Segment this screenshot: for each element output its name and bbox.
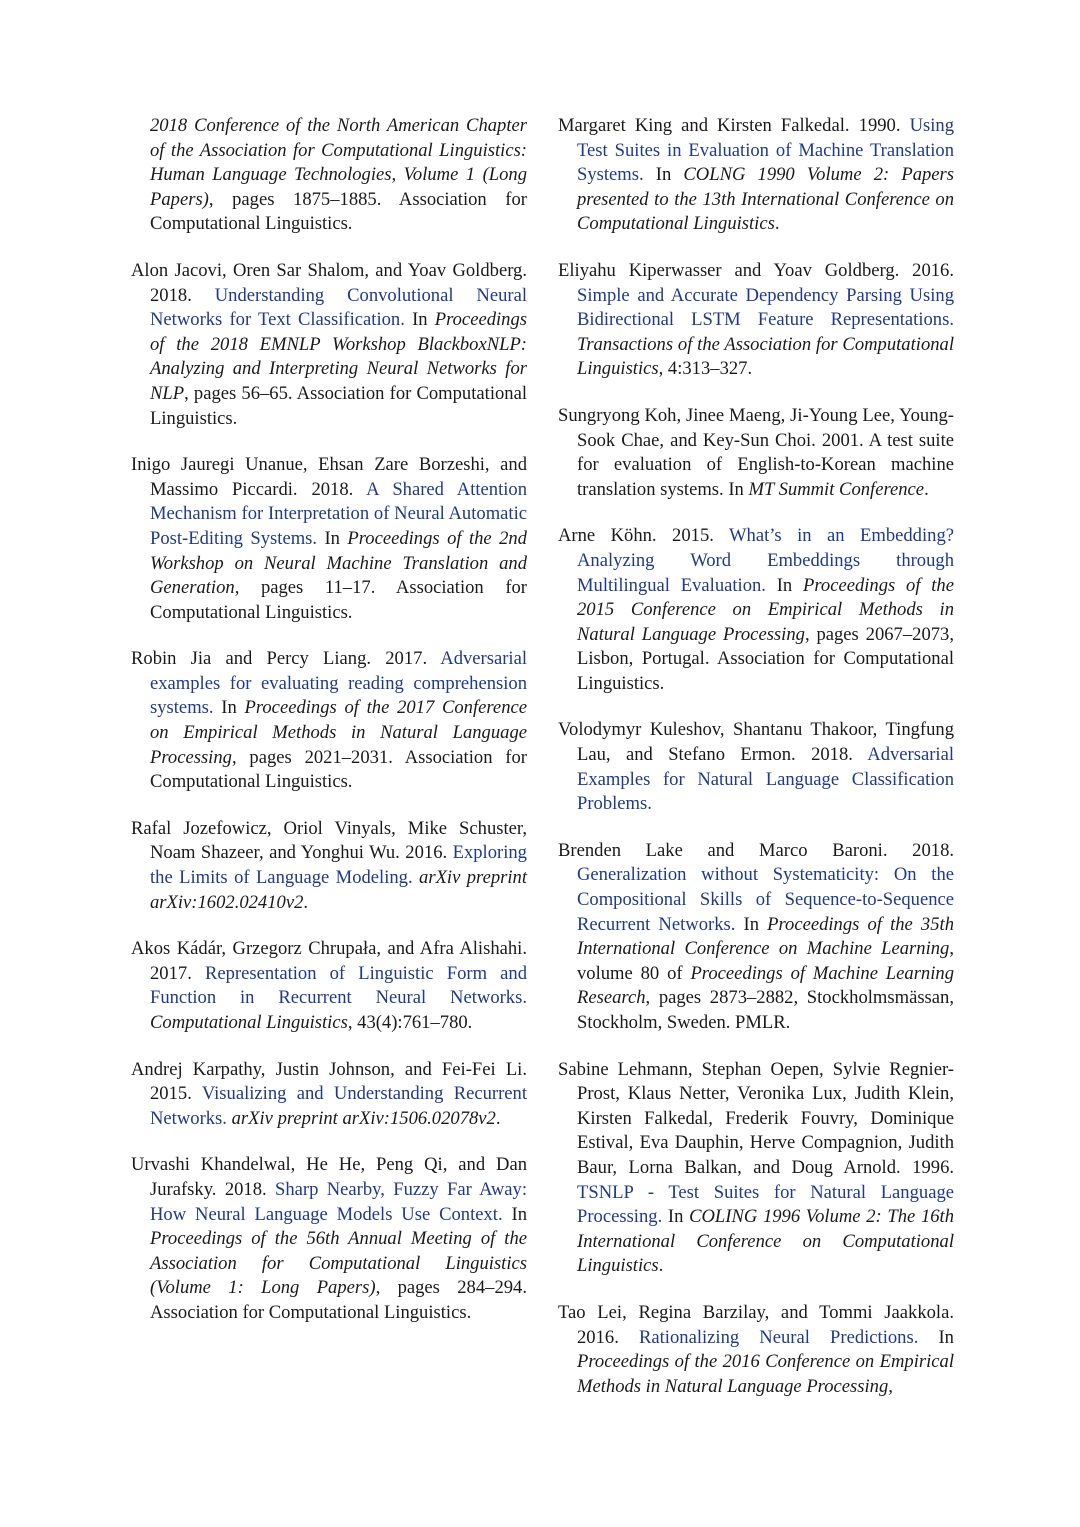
reference-details: , volume 80 of bbox=[577, 938, 954, 984]
reference-authors: Eliyahu Kiperwasser and Yoav Goldberg. bbox=[558, 259, 900, 281]
reference-in: In bbox=[324, 527, 348, 549]
reference-authors: Tao Lei, Regina Barzilay, and Tommi Jaakkola. bbox=[558, 1301, 954, 1323]
reference-authors: Brenden Lake and Marco Baroni. bbox=[558, 839, 888, 861]
reference-title-link[interactable]: TSNLP - Test Suites for Natural Language Processing. bbox=[577, 1181, 954, 1228]
reference-venue: Proceedings of Machine Learning Research bbox=[577, 962, 954, 1009]
reference-title-link[interactable]: Understanding Convolutional Neural Networks for Text Classification. bbox=[150, 284, 527, 331]
reference-entry bbox=[558, 114, 954, 237]
reference-in: In bbox=[743, 913, 768, 935]
reference-entry bbox=[558, 1301, 954, 1399]
reference-year: 2018. bbox=[811, 744, 853, 766]
reference-details: . bbox=[658, 1255, 664, 1277]
reference-details: , pages 2067–2073, Lisbon, Portugal. Association for Computational Linguistics. bbox=[577, 623, 954, 694]
reference-title-link[interactable]: Adversarial Examples for Natural Language Classification Problems. bbox=[577, 744, 955, 815]
reference-in: In bbox=[667, 1206, 690, 1228]
reference-in: In bbox=[655, 164, 684, 186]
reference-authors: Arne Köhn. bbox=[558, 525, 657, 547]
reference-title-link[interactable]: A Shared Attention Mechanism for Interpretation of Neural Automatic Post-Editing Systems. bbox=[150, 478, 528, 549]
reference-in: In bbox=[511, 1203, 527, 1225]
reference-details: . bbox=[495, 1107, 501, 1129]
reference-title-link[interactable]: Exploring the Limits of Language Modeling. bbox=[150, 842, 527, 889]
reference-venue: Proceedings of the 35th International Conference on Machine Learning bbox=[577, 913, 954, 960]
reference-entry bbox=[558, 1058, 954, 1279]
reference-entry bbox=[131, 453, 527, 625]
reference-details: , pages 56–65. Association for Computational Linguistics. bbox=[150, 382, 527, 429]
reference-authors: Sungryong Koh, Jinee Maeng, Ji-Young Lee, Young-Sook Chae, and Key-Sun Choi. bbox=[558, 404, 954, 451]
reference-authors: Urvashi Khandelwal, He He, Peng Qi, and Dan Jurafsky. bbox=[131, 1154, 527, 1200]
reference-authors: Andrej Karpathy, Justin Johnson, and Fei-Fei Li. bbox=[131, 1058, 527, 1080]
reference-details: , pages 284–294. Association for Computational Linguistics. bbox=[150, 1277, 527, 1323]
reference-entry bbox=[131, 259, 527, 431]
reference-in: In bbox=[412, 309, 435, 331]
reference-venue: MT Summit Conference bbox=[748, 478, 925, 500]
reference-authors: Volodymyr Kuleshov, Shantanu Thakoor, Tingfung Lau, and Stefano Ermon. bbox=[558, 719, 954, 766]
references-left-column bbox=[131, 114, 527, 1348]
references-right-column bbox=[558, 114, 954, 1421]
reference-entry bbox=[558, 718, 954, 816]
reference-title-link[interactable]: What’s in an Embedding? Analyzing Word Embeddings through Multilingual Evaluation. bbox=[577, 525, 954, 596]
reference-entry bbox=[131, 817, 527, 915]
reference-entry bbox=[558, 259, 954, 382]
reference-venue: Proceedings of the 2018 EMNLP Workshop BlackboxNLP: Analyzing and Interpreting Neural Networks for NLP bbox=[150, 309, 527, 404]
reference-venue: arXiv preprint arXiv:1602.02410v2 bbox=[150, 867, 527, 913]
reference-year: 2018. bbox=[150, 284, 192, 306]
reference-year: 2016. bbox=[405, 842, 448, 864]
reference-details: , 4:313–327. bbox=[658, 358, 753, 380]
reference-title-link[interactable]: Generalization without Systematicity: On the Compositional Skills of Sequence-to-Sequence Recurrent Networks. bbox=[577, 864, 954, 935]
reference-details: , pages 11–17. Association for Computational Linguistics. bbox=[150, 577, 527, 623]
reference-year: 2016. bbox=[912, 259, 954, 281]
reference-authors: Alon Jacovi, Oren Sar Shalom, and Yoav Goldberg. bbox=[131, 259, 527, 281]
reference-year: 2015. bbox=[672, 525, 714, 547]
reference-entry bbox=[131, 1153, 527, 1325]
reference-year: 2017. bbox=[385, 648, 428, 670]
reference-authors: Akos Kádár, Grzegorz Chrupała, and Afra Alishahi. bbox=[131, 938, 527, 960]
reference-venue: 2018 Conference of the North American Chapter of the Association for Computational Linguistics: Human Language Technologies, Volume 1 (Long Papers) bbox=[150, 115, 527, 210]
reference-authors: Robin Jia and Percy Liang. bbox=[131, 648, 372, 670]
reference-year: 2016. bbox=[577, 1326, 619, 1348]
reference-details: . bbox=[303, 891, 309, 913]
reference-in: In bbox=[728, 478, 749, 500]
reference-details: . bbox=[924, 478, 929, 500]
reference-in: In bbox=[938, 1326, 954, 1348]
reference-venue: Transactions of the Association for Computational Linguistics bbox=[577, 333, 954, 380]
reference-venue: Proceedings of the 2017 Conference on Empirical Methods in Natural Language Processing bbox=[150, 697, 527, 768]
reference-venue: Proceedings of the 2016 Conference on Empirical Methods in Natural Language Processing, bbox=[577, 1351, 954, 1397]
reference-entry bbox=[558, 839, 954, 1036]
reference-authors: Margaret King and Kirsten Falkedal. bbox=[558, 115, 850, 136]
reference-year: 2015. bbox=[150, 1083, 192, 1105]
reference-year: 2018. bbox=[912, 839, 955, 861]
reference-title-link[interactable]: Adversarial examples for evaluating reading comprehension systems. bbox=[150, 648, 527, 719]
reference-year: 2018. bbox=[311, 478, 354, 500]
reference-details: . bbox=[774, 213, 780, 235]
reference-in: In bbox=[776, 574, 803, 596]
reference-entry bbox=[131, 937, 527, 1035]
reference-title-link[interactable]: Representation of Linguistic Form and Function in Recurrent Neural Networks. bbox=[150, 962, 527, 1009]
reference-details: , 43(4):761–780. bbox=[347, 1012, 473, 1033]
reference-entry bbox=[558, 524, 954, 696]
reference-venue: Proceedings of the 56th Annual Meeting of the Association for Computational Linguistics (Volume 1: Long Papers) bbox=[150, 1228, 527, 1299]
reference-authors: Rafal Jozefowicz, Oriol Vinyals, Mike Schuster, Noam Shazeer, and Yonghui Wu. bbox=[131, 817, 527, 864]
reference-title-link[interactable]: Rationalizing Neural Predictions. bbox=[638, 1326, 919, 1348]
reference-venue: COLNG 1990 Volume 2: Papers presented to the 13th International Conference on Computational Linguistics bbox=[577, 164, 955, 235]
reference-venue: Computational Linguistics bbox=[150, 1012, 348, 1033]
reference-entry bbox=[131, 1058, 527, 1132]
reference-venue: Proceedings of the 2015 Conference on Empirical Methods in Natural Language Processing bbox=[577, 574, 954, 645]
reference-entry bbox=[131, 647, 527, 795]
reference-authors: Sabine Lehmann, Stephan Oepen, Sylvie Regnier-Prost, Klaus Netter, Veronika Lux, Judith Klein, Kirsten Falkedal, Frederik Fouvry, Dominique Estival, Eva Dauphin, Herve Compagnion, Judith Baur, Lorna Balkan, and Doug Arnold. bbox=[558, 1058, 954, 1178]
reference-year: 1990. bbox=[858, 115, 901, 136]
reference-details: , pages 2021–2031. Association for Computational Linguistics. bbox=[150, 746, 527, 793]
reference-year: 2017. bbox=[150, 962, 192, 984]
reference-year: 2018. bbox=[224, 1178, 267, 1200]
reference-venue: COLING 1996 Volume 2: The 16th International Conference on Computational Linguistics bbox=[577, 1206, 955, 1277]
reference-in: In bbox=[221, 697, 245, 719]
reference-title-link[interactable]: Using Test Suites in Evaluation of Machine Translation Systems. bbox=[577, 115, 954, 186]
reference-title-link[interactable]: Simple and Accurate Dependency Parsing Using Bidirectional LSTM Feature Representations. bbox=[577, 284, 954, 331]
reference-authors: Inigo Jauregi Unanue, Ehsan Zare Borzeshi, and Massimo Piccardi. bbox=[131, 454, 527, 500]
reference-title: A test suite for evaluation of English-to-Korean machine translation systems. bbox=[577, 429, 955, 500]
reference-entry bbox=[558, 404, 954, 502]
reference-entry bbox=[131, 114, 527, 237]
reference-details: , pages 2873–2882, Stockholmsmässan, Stockholm, Sweden. PMLR. bbox=[577, 987, 954, 1033]
reference-title-link[interactable]: Visualizing and Understanding Recurrent Networks. bbox=[150, 1083, 527, 1129]
reference-details: , pages 1875–1885. Association for Computational Linguistics. bbox=[150, 188, 527, 235]
reference-year: 1996. bbox=[912, 1156, 955, 1178]
reference-year: 2001. bbox=[821, 429, 864, 451]
reference-venue: arXiv preprint arXiv:1506.02078v2 bbox=[231, 1107, 496, 1129]
reference-venue: Proceedings of the 2nd Workshop on Neural Machine Translation and Generation bbox=[150, 527, 527, 599]
reference-title-link[interactable]: Sharp Nearby, Fuzzy Far Away: How Neural Language Models Use Context. bbox=[150, 1178, 528, 1225]
